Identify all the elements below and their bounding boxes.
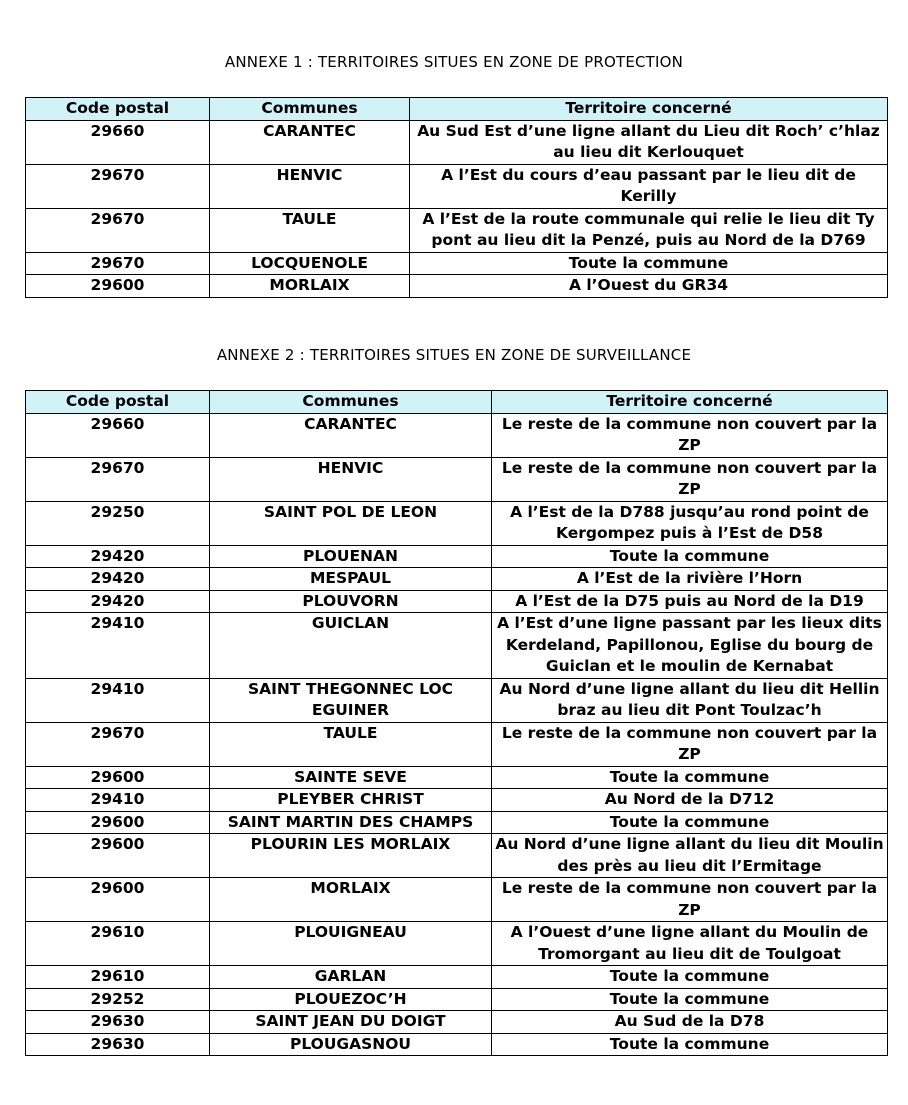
cell-territoire: Le reste de la commune non couvert par la ZP bbox=[492, 722, 888, 766]
cell-code-postal: 29670 bbox=[26, 457, 210, 501]
cell-commune: MORLAIX bbox=[210, 275, 410, 298]
cell-territoire: Au Nord de la D712 bbox=[492, 789, 888, 812]
table-row bbox=[26, 988, 888, 1011]
table-row bbox=[26, 501, 888, 545]
cell-territoire: Toute la commune bbox=[492, 766, 888, 789]
cell-commune: SAINT MARTIN DES CHAMPS bbox=[210, 811, 492, 834]
header-communes: Communes bbox=[210, 391, 492, 414]
cell-commune: MORLAIX bbox=[210, 878, 492, 922]
cell-commune: HENVIC bbox=[210, 457, 492, 501]
cell-commune: HENVIC bbox=[210, 164, 410, 208]
cell-territoire: Toute la commune bbox=[492, 988, 888, 1011]
cell-commune: PLOUEZOC’H bbox=[210, 988, 492, 1011]
cell-commune: GARLAN bbox=[210, 966, 492, 989]
cell-code-postal: 29670 bbox=[26, 208, 210, 252]
cell-code-postal: 29660 bbox=[26, 120, 210, 164]
cell-code-postal: 29670 bbox=[26, 164, 210, 208]
protection-zone-table bbox=[25, 97, 888, 298]
cell-code-postal: 29630 bbox=[26, 1011, 210, 1034]
table-row bbox=[26, 834, 888, 878]
cell-territoire: A l’Est de la D788 jusqu’au rond point de Kergompez puis à l’Est de D58 bbox=[492, 501, 888, 545]
table-row bbox=[26, 120, 888, 164]
cell-commune: TAULE bbox=[210, 208, 410, 252]
cell-code-postal: 29600 bbox=[26, 766, 210, 789]
cell-territoire: Toute la commune bbox=[492, 966, 888, 989]
cell-territoire: Au Nord d’une ligne allant du lieu dit Hellin braz au lieu dit Pont Toulzac’h bbox=[492, 678, 888, 722]
cell-territoire: Le reste de la commune non couvert par la ZP bbox=[492, 413, 888, 457]
cell-territoire: A l’Est de la route communale qui relie le lieu dit Ty pont au lieu dit la Penzé, puis au Nord de la D769 bbox=[410, 208, 888, 252]
table-row bbox=[26, 1033, 888, 1056]
header-territoire: Territoire concerné bbox=[410, 98, 888, 121]
cell-code-postal: 29670 bbox=[26, 722, 210, 766]
table-header-row bbox=[26, 391, 888, 414]
cell-code-postal: 29600 bbox=[26, 878, 210, 922]
table-row bbox=[26, 966, 888, 989]
annexe2-title: ANNEXE 2 : TERRITOIRES SITUES EN ZONE DE SURVEILLANCE bbox=[216, 346, 692, 364]
table-row bbox=[26, 413, 888, 457]
cell-territoire: Le reste de la commune non couvert par la ZP bbox=[492, 878, 888, 922]
cell-commune: CARANTEC bbox=[210, 120, 410, 164]
table-row bbox=[26, 164, 888, 208]
cell-territoire: Toute la commune bbox=[492, 1033, 888, 1056]
table-row bbox=[26, 613, 888, 679]
table-row bbox=[26, 208, 888, 252]
cell-commune: PLOURIN LES MORLAIX bbox=[210, 834, 492, 878]
table-row bbox=[26, 678, 888, 722]
annexe1-title: ANNEXE 1 : TERRITOIRES SITUES EN ZONE DE PROTECTION bbox=[224, 53, 684, 71]
surveillance-zone-table bbox=[25, 390, 888, 1056]
table-row bbox=[26, 275, 888, 298]
table-row bbox=[26, 568, 888, 591]
cell-territoire: Au Sud de la D78 bbox=[492, 1011, 888, 1034]
cell-territoire: Au Nord d’une ligne allant du lieu dit Moulin des près au lieu dit l’Ermitage bbox=[492, 834, 888, 878]
table-row bbox=[26, 590, 888, 613]
table-row bbox=[26, 789, 888, 812]
cell-territoire: A l’Est d’une ligne passant par les lieux dits Kerdeland, Papillonou, Eglise du bourg de Guiclan et le moulin de Kernabat bbox=[492, 613, 888, 679]
cell-commune: GUICLAN bbox=[210, 613, 492, 679]
cell-code-postal: 29600 bbox=[26, 834, 210, 878]
cell-commune: PLEYBER CHRIST bbox=[210, 789, 492, 812]
cell-commune: SAINT THEGONNEC LOC EGUINER bbox=[210, 678, 492, 722]
table-row bbox=[26, 1011, 888, 1034]
cell-territoire: A l’Ouest du GR34 bbox=[410, 275, 888, 298]
cell-commune: LOCQUENOLE bbox=[210, 252, 410, 275]
cell-code-postal: 29420 bbox=[26, 568, 210, 591]
header-code-postal: Code postal bbox=[26, 98, 210, 121]
cell-code-postal: 29420 bbox=[26, 545, 210, 568]
cell-territoire: Toute la commune bbox=[410, 252, 888, 275]
cell-code-postal: 29600 bbox=[26, 811, 210, 834]
table-row bbox=[26, 252, 888, 275]
cell-code-postal: 29252 bbox=[26, 988, 210, 1011]
cell-code-postal: 29610 bbox=[26, 922, 210, 966]
cell-commune: TAULE bbox=[210, 722, 492, 766]
cell-territoire: Le reste de la commune non couvert par la ZP bbox=[492, 457, 888, 501]
cell-commune: PLOUIGNEAU bbox=[210, 922, 492, 966]
table-header-row bbox=[26, 98, 888, 121]
cell-territoire: Au Sud Est d’une ligne allant du Lieu dit Roch’ c’hlaz au lieu dit Kerlouquet bbox=[410, 120, 888, 164]
cell-commune: PLOUVORN bbox=[210, 590, 492, 613]
cell-code-postal: 29600 bbox=[26, 275, 210, 298]
table-row bbox=[26, 922, 888, 966]
table-row bbox=[26, 811, 888, 834]
table-row bbox=[26, 878, 888, 922]
cell-commune: SAINT JEAN DU DOIGT bbox=[210, 1011, 492, 1034]
cell-territoire: Toute la commune bbox=[492, 545, 888, 568]
table-row bbox=[26, 766, 888, 789]
cell-commune: CARANTEC bbox=[210, 413, 492, 457]
table-row bbox=[26, 457, 888, 501]
cell-territoire: A l’Est de la D75 puis au Nord de la D19 bbox=[492, 590, 888, 613]
cell-code-postal: 29410 bbox=[26, 678, 210, 722]
table-row bbox=[26, 722, 888, 766]
cell-commune: SAINT POL DE LEON bbox=[210, 501, 492, 545]
cell-code-postal: 29660 bbox=[26, 413, 210, 457]
cell-code-postal: 29410 bbox=[26, 789, 210, 812]
cell-commune: PLOUENAN bbox=[210, 545, 492, 568]
cell-commune: PLOUGASNOU bbox=[210, 1033, 492, 1056]
cell-territoire: Toute la commune bbox=[492, 811, 888, 834]
cell-territoire: A l’Est de la rivière l’Horn bbox=[492, 568, 888, 591]
cell-code-postal: 29420 bbox=[26, 590, 210, 613]
cell-code-postal: 29610 bbox=[26, 966, 210, 989]
cell-code-postal: 29250 bbox=[26, 501, 210, 545]
cell-code-postal: 29410 bbox=[26, 613, 210, 679]
cell-territoire: A l’Ouest d’une ligne allant du Moulin de Tromorgant au lieu dit de Toulgoat bbox=[492, 922, 888, 966]
header-code-postal: Code postal bbox=[26, 391, 210, 414]
cell-territoire: A l’Est du cours d’eau passant par le lieu dit de Kerilly bbox=[410, 164, 888, 208]
cell-commune: SAINTE SEVE bbox=[210, 766, 492, 789]
cell-commune: MESPAUL bbox=[210, 568, 492, 591]
header-territoire: Territoire concerné bbox=[492, 391, 888, 414]
cell-code-postal: 29670 bbox=[26, 252, 210, 275]
table-row bbox=[26, 545, 888, 568]
header-communes: Communes bbox=[210, 98, 410, 121]
cell-code-postal: 29630 bbox=[26, 1033, 210, 1056]
